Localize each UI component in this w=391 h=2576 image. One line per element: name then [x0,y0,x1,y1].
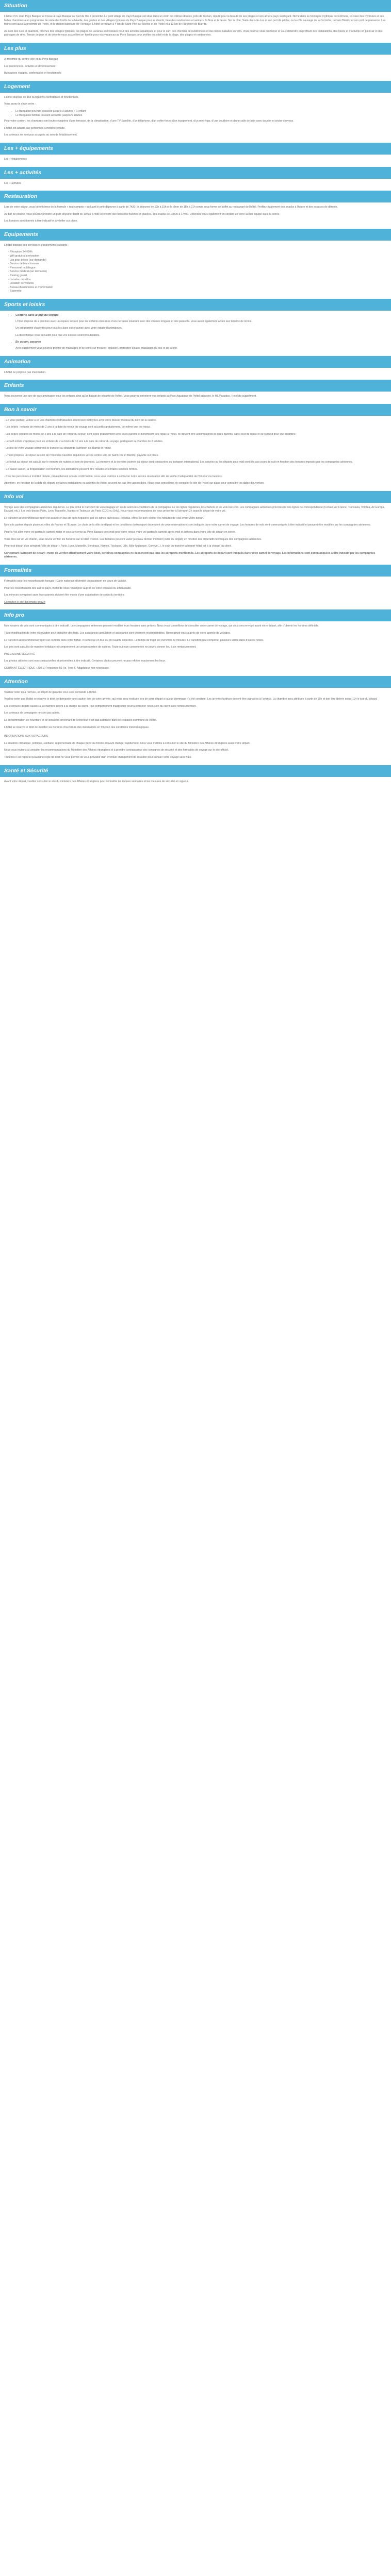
attention-paragraph-3: Les animaux de compagnie ne sont pas admis. [4,711,60,715]
bonasavoir-item: - Le tarif enfant s'applique pour les enfants de 2 à moins de 12 ans à la date de retour du voyage, partageant la chambre de 2 adultes. [4,439,164,443]
bonasavoir-item: - Le prix de votre voyage comprend le transfert au départ de l'aéroport de Biarritz et retour. [4,447,111,450]
section-formalites-header: Formalités [0,565,391,577]
enfants-text: Vous trouverez une aire de jeux aménagée pour les enfants ainsi qu'un bassin de sécurité de l'hôtel. Vous pourrez entretenir vos enfants au Parc Aquatique de l'hôtel adjacent, le ML Paradise. Hotel de supplément. [4,395,257,398]
attention-paragraph-4: La consommation de nourriture et de boissons provenant de l'extérieur n'est pas autorisée dans les espaces communs de l'hôtel. [4,718,157,722]
bonasavoir-item: - En vous partant, veillez à ce vos chambres individuelles soient bien nettoyées avec votre dossier médical du bord de la cuisine. [4,418,157,422]
plus-item: A proximité du centre-ville et du Pays Basque [4,57,58,61]
section-sports-header: Sports et loisirs [0,299,391,311]
bonasavoir-item: - Pour les personnes à mobilité réduite, préalablement à toute confirmation, nous vous invitons à contacter notre service réservation afin de vérifier l'adaptabilité de l'hôtel à vos besoins. [4,474,223,478]
logement-paragraph-3: Pour votre confort, les chambres sont toutes équipées d'une terrasse, de la climatisation, d'une TV Satellite, d'un téléphone, d'un coffre-fort et d'un équipement, d'un mini-frigo, d'une bouilloire et d'une salle de bain avec douche et sèche-cheveux. [4,120,294,123]
logement-paragraph-4: L'hôtel est adapté aux personnes à mobilité réduite. [4,126,66,130]
section-enfants-content [0,395,391,399]
infopro-paragraph-6: Les photos utilisées sont non contractuelles et présentées à titre indicatif. Certaines photos peuvent ne pas refléter exactement les lieux. [4,659,166,663]
bonasavoir-item: - En basse saison, la fréquentation est moindre, les animations peuvent être réduites et certains services fermés. [4,467,138,471]
infopro-paragraph-3: Le transfert aéroport/hôtel/aéroport est compris dans votre forfait. Il s'effectue en bus ou en navette collective. Le temps de trajet est d'environ 20 minutes. Le transfert peut comporter plusieurs arrêts dans d'autres hôtels. [4,638,264,642]
situation-paragraph-2: Au sein des rues et quartiers, proches des villages typiques, les plages de Lacanau sont idéales pour des activités aquatiques et pour le surf, des chemins de randonnées et des belles ballades en vélo. Vous pourrez vous promener et vous détendre en profitant des installations, des loisirs et d'activités en plein air et des paysages de rêve. Terrain de jeux et de détente vous accueillent en famille pour vos vacances au Pays Basque pour profiter du soleil et de la plage, des plages et randonnées. [4,29,383,37]
equipement-item: - Bureau d'excursions et d'information [8,285,53,289]
animation-text: L'hôtel ne propose pas d'animation. [4,370,46,374]
infopro-paragraph-4: Les prix sont calculés de manière forfaitaire et comprennent un certain nombre de nuitées. Toute nuit non consommée ne pourra donner lieu à un remboursement. [4,646,197,649]
section-infovol-content [0,506,391,560]
equipement-item: - Service de blanchisserie [8,262,39,266]
attention-paragraph-5: L'hôtel se réserve le droit de modifier les horaires d'ouverture des installations en fonction des conditions météorologiques. [4,725,150,729]
logement-paragraph-1: L'Hôtel dispose de 164 bungalows confortables et fonctionnels. [4,95,79,99]
formalites-link[interactable]: Consultez le site diplomatie.gouv.fr [4,600,46,604]
equip-plus-text: Les + équipements [4,157,27,161]
section-logement-header: Logement [0,81,391,93]
equipements-list [4,250,387,294]
attention-info-title: INFORMATIONS AUX VOYAGEURS [4,735,48,738]
sports-paragraph-4: Avec supplément vous pourrez profiter de massages et de soins sur mesure : épilation, protection solaire, massages du dos et de la tête. [15,346,178,350]
formalites-paragraph-3: Les mineurs voyageant sans leurs parents doivent être munis d'une autorisation de sortie du territoire. [4,594,125,597]
section-enfants-header: Enfants [0,380,391,392]
plus-item: Les randonnées, activités et divertissement [4,64,56,68]
bonasavoir-note: Attention : en fonction de la date de départ, certaines installations ou activités de l'hôtel peuvent ne pas être accessibles. Nous vous conseillons de consulter le site de l'hôtel sur place pour connaître les dates d'ouverture. [4,482,265,485]
equipement-item: - Location de voitures [8,282,34,285]
section-restauration-content [0,206,391,224]
section-activ-plus-content [0,182,391,186]
sports-optional-heading: • En option, payante [15,341,387,345]
section-animation-header: Animation [0,356,391,368]
infopro-paragraph-2: Toute modification de votre réservation peut entraîner des frais. Les assurances annulation et assistance sont vivement recommandées. Renseignez-vous auprès de votre agence de voyages. [4,632,231,635]
section-situation-content [0,15,391,38]
equipement-item: - Superette [8,290,22,293]
equipement-item: - Personnel multilingue [8,266,36,269]
equipements-intro: L'hôtel dispose des services et équipements suivants : [4,243,69,247]
sante-text: Avant votre départ, veuillez consulter le site du ministère des Affaires étrangères pour connaître les risques sanitaires et les mesures de sécurité en vigueur. [4,779,189,783]
section-equipements-header: Equipements [0,229,391,241]
attention-paragraph-6: La situation climatique, politique, sanitaire, réglementaire de chaque pays du monde pouvant changer rapidement, nous vous invitons à consulter le site du Ministère des Affaires étrangères avant votre départ. [4,741,251,745]
section-infovol-header: Info vol [0,491,391,503]
infovol-paragraph-2: Le transfert aéroport/hôtel/aéroport est assuré en bus de ligne régulière, par les lignes du réseau Hegobus. Merci de bien vérifier vos horaires de vols avant votre départ. [4,516,204,520]
equipement-item: - Parking gratuit [8,274,27,278]
infopro-paragraph-5: PRÉCISIONS SÉCURITÉ [4,652,35,656]
section-animation-content [0,371,391,375]
plus-item: Bungalows équipés, confortables et fonctionnels [4,72,62,75]
bonasavoir-item: - Les bébés (enfants de moins de 2 ans à la date de retour du séjour) sont logés gratuitement avec leurs parents et bénéficient des repas à l'hôtel. Ils doivent être accompagnés de leurs parents, sans coût de repas et de surcoût pour leur chambre. [4,432,297,436]
section-sports-content [0,314,391,351]
restauration-paragraph-3: Les horaires sont donnés à titre indicatif et à vérifier sur place. [4,219,78,223]
section-attention-header: Attention [0,676,391,688]
infovol-paragraph-1: Voyage avec des compagnies aériennes régulières. Le prix inclut le transport de votre bagage en soute selon les conditions de la compagnie sur les lignes régulières, les charters et les vols low-cost. Les compagnies aériennes préconisent des lignes de correspondance (Corsair, Air France, Transavia, Volotea, Air Europa, Easyjet, etc.). Les vols depuis Paris, Lyon, Marseille, Nantes et Toulouse via Paris (CDG ou Orly). Nous vous recommandons de vous présenter à l'aéroport 2h avant le départ de votre vol. [4,505,385,513]
section-logement-content [0,96,391,138]
section-equipements-content [0,244,391,294]
sports-optional-body [4,347,387,351]
attention-paragraph-2: Les éventuels dégâts causés à la chambre seront à la charge du client. Tout comportement inapproprié pourra entraîner l'exclusion du client sans remboursement. [4,704,197,708]
section-pluses-header: Les plus [0,43,391,55]
attention-intro [4,691,387,695]
logement-paragraph-5: Les animaux ne sont pas acceptés au sein de l'établissement. [4,133,78,137]
sports-included-list [4,314,387,318]
situation-paragraph-1: L'Hôtel VVL Club Pays Basque se trouve à Pays Basque au Sud de l'île à proximité. Le petit village de Pays Basque est situé dans un écrin de collines douces, près de l'océan, réputé pour la beauté de ses plages et son arrière-pays verdoyant. Niché dans la montagne mythique de la Rhune, le cœur des Pyrénées et ses belles chambres à un programme de visite des forêts de la Nivelle, des grottes et des villages typiques du Pays Basque pour se divertir, faire des randonnées et sentiers, la flore et la faune. Sur la côte, Saint-Jean-de-Luz et son port de pêche, ou la côte sauvage de la Corniche, ou vers Biarritz et son port de plaisance. Les trains sont aussi à proximité de l'hôtel, et la station balnéaire de Hendaye. L'hôtel se trouve à 4 km de Saint-Pée-sur-Nivelle et de l'hôtel et à 13 km de l'aéroport de Biarritz. [4,15,386,26]
infovol-paragraph-6: Pour tout départ d'un aéroport (Ville de départ : Paris, Lyon, Marseille, Bordeaux, Nantes, Toulouse, Lille, Bâle-Mulhouse, Genève...), le coût du transfert aéroport-hôtel est à la charge du client. [4,545,232,548]
section-infopro-content [0,624,391,670]
section-equip-plus-content [0,158,391,162]
sports-optional-list [4,341,387,345]
attention-intro-text: Veuillez noter qu'à l'arrivée, un dépôt de garantie vous sera demandé à l'hôtel. [4,690,97,694]
attention-paragraph-8: Toutefois il est rappelé qu'aucune règle de droit ne vous permet de vous prévaloir d'un éventuel changement de situation pour annuler votre voyage sans frais. [4,755,192,759]
section-pluses-content [0,58,391,76]
section-bonasavoir-header: Bon à savoir [0,404,391,416]
section-equip-plus-header: Les + équipements [0,143,391,155]
equipement-item: - Réception 24h/24h [8,250,32,254]
attention-paragraph-7: Nous vous invitons à consulter les recommandations du Ministère des Affaires étrangères et à prendre connaissance des consignes de sécurité et des formalités de voyage sur le site officiel. [4,749,229,752]
activ-plus-text: Les + activités [4,181,22,185]
section-bonasavoir-content [0,419,391,486]
formalites-paragraph-1: Formalités pour les ressortissants français : Carte nationale d'identité ou passeport en cours de validité. [4,580,127,583]
equipement-item: - Lits pour bébés (sur demande) [8,258,46,262]
bonasavoir-item: - Le forfait au séjour est calculé sur le nombre de nuitées et non de journées. La première et la dernière journée du séjour sont consacrées au transport international. Les arrivées ou les départs pour midi sont liés aux cours de nuit en fonction des horaires imposés par les compagnies aériennes. [4,461,353,464]
bonasavoir-item: - Les bébés : enfants de moins de 2 ans à la date de retour du voyage sont accueillis gratuitement, de même que les repas. [4,426,151,429]
formalites-paragraph-2: Pour les ressortissants des autres pays, merci de vous renseigner auprès de votre consulat ou ambassade. [4,586,132,590]
section-sante-header: Santé et Sécurité [0,765,391,777]
restauration-paragraph-1: Lors de votre séjour, vous bénéficierez de la formule « tout compris » incluant le petit-déjeuner à partir de 7h30, le déjeuner de 12h à 15h et le dîner de 18h à 21h servis sous forme de buffet au restaurant de l'hôtel. Profitez également des snacks à l'heure et des espaces de détente. [4,206,338,209]
section-situation-header: Situation [0,0,391,12]
sports-paragraph-2: Un programme d'activités pour tous les âges est organisé avec votre équipe d'animateurs. [15,327,122,330]
section-formalites-content [0,580,391,604]
section-sante-content [0,780,391,784]
logement-list-item: • Le Bungalow familial pouvant accueillir jusqu'à 5 adultes [15,114,387,118]
equipement-item: - Location de vélos [8,278,31,281]
logement-paragraph-2: Vous aurez le choix entre : [4,103,36,106]
infovol-warning: Concernant l'aéroport de départ : merci de vérifier attentivement votre billet, certaines compagnies ne desservent pas tous les aéroports mentionnés. Les aéroports de départ sont indiqués dans votre carnet de voyage. Les informations sont communiquées à titre indicatif par les compagnies aériennes. [4,551,376,559]
page [0,0,391,784]
sports-paragraph-1: L'hôtel dispose de 2 piscines avec un espace séparé pour les enfants entourées d'une terrasse solarium avec des chaises longues et des parasols. Vous aurez également accès aux terrains de tennis. [15,319,252,323]
infovol-paragraph-4: Pour le Vol aller, votre vol partira le samedi matin et vous arriverez au Pays Basque vers midi pour votre retour, votre vol partira le samedi après-midi et arrivera dans votre ville de départ en soirée. [4,531,236,534]
attention-paragraph-1: Veuillez noter que l'hôtel se réserve le droit de demander une caution lors de votre arrivée, qui vous sera restituée lors de votre départ si aucun dommage n'a été constaté. Les arrivées tardives doivent être signalées à l'avance. La chambre sera attribuée à partir de 15h et doit être libérée avant 11h le jour du départ. [4,698,378,701]
section-activ-plus-header: Les + activités [0,167,391,179]
infovol-paragraph-3: Nos vols partent depuis plusieurs villes de France et l'Europe. Le choix de la ville de départ et les conditions du transport dépendent de votre réservation et sont indiqués dans votre carnet de voyage. Les horaires de vols sont communiqués à titre indicatif et peuvent être modifiés par les compagnies aériennes. [4,523,371,527]
infopro-paragraph-7: COURANT ÉLECTRIQUE : 230 V, Fréquence 50 Hz. Type F. Adaptateur non nécessaire. [4,666,110,670]
infopro-paragraph-1: Nos horaires de vols sont communiqués à titre indicatif. Les compagnies aériennes peuvent modifier leurs horaires sans préavis. Nous vous conseillons de consulter votre carnet de voyage, qui vous sera envoyé avant votre départ, afin d'obtenir les horaires définitifs. [4,624,319,628]
bonasavoir-item: - L'hôtel propose un séjour au sein de l'hôtel des navettes régulières vers le centre-ville de Saint-Pée et Biarritz, payante sur place. [4,453,159,457]
equipement-item: - Wifi gratuit à la réception [8,255,40,258]
logement-list [4,110,387,117]
section-infopro-header: Info pro [0,609,391,621]
sports-included-heading: • Compris dans le prix du voyage [15,314,387,318]
section-attention-content [0,691,391,760]
section-restauration-header: Restauration [0,191,391,202]
infovol-paragraph-5: Vous êtes sur un vol charter, vous devez vérifier les horaires sur le billet d'avion. Ces horaires peuvent varier jusqu'au dernier moment (veille du départ) en fonction des impératifs techniques des compagnies aériennes. [4,537,262,541]
restauration-paragraph-2: Au bar de piscine, vous pourrez prendre un petit déjeuner tardif de 10h30 à midi ou encore des boissons fraîches et glacées, des snacks de 10h00 à 17h00. Détendez-vous également en sirotant un verre au bar équipé dans la soirée. [4,212,280,216]
sports-paragraph-3: La discothèque vous accueillit pour que vos soirées soient inoubliables. [15,333,101,337]
logement-list-item: • Le Bungalow pouvant accueillir jusqu'à 3 adultes + 1 enfant [15,110,387,114]
sports-included-body [4,320,387,338]
equipement-item: - Service médical (sur demande) [8,270,47,274]
